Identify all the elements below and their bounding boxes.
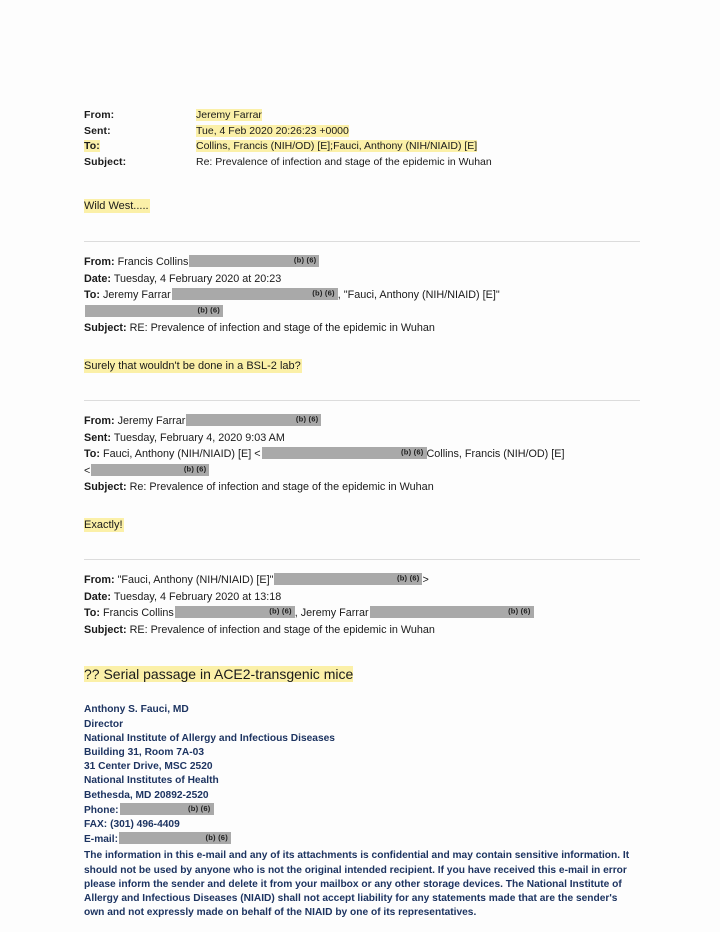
fauci-date-label: Date: bbox=[84, 590, 111, 603]
fauci-subject-label: Subject: bbox=[84, 623, 127, 636]
signature-institute: National Institute of Allergy and Infectious Diseases bbox=[84, 732, 335, 744]
header-label-sent: Sent: bbox=[84, 124, 111, 137]
collins-from-value: Francis Collins bbox=[117, 256, 189, 268]
remark-exactly bbox=[84, 518, 640, 533]
signature-organization: National Institutes of Health bbox=[84, 775, 219, 787]
quoted-message-collins bbox=[84, 254, 640, 337]
signature-block bbox=[84, 703, 640, 847]
redaction-bar bbox=[186, 414, 321, 426]
farrar-to-part2: Collins, Francis (NIH/OD) [E] bbox=[426, 448, 565, 461]
header-label-to-text: To: bbox=[84, 140, 100, 152]
farrar-to-line-wrap bbox=[84, 463, 640, 480]
redaction-code: (b) (6) bbox=[508, 606, 531, 616]
collins-date-value: Tuesday, 4 February 2020 at 20:23 bbox=[113, 272, 282, 285]
header-row-to bbox=[84, 139, 640, 155]
collins-from-line bbox=[84, 254, 640, 271]
farrar-from-value: Jeremy Farrar bbox=[117, 414, 186, 427]
header-value-to-text: Collins, Francis (NIH/OD) [E];Fauci, Anthony (NIH/NIAID) [E] bbox=[196, 140, 478, 152]
header-row-subject bbox=[84, 155, 640, 171]
redaction-code: (b) (6) bbox=[396, 573, 420, 583]
quoted-message-fauci bbox=[84, 572, 640, 638]
farrar-sent-line bbox=[84, 430, 640, 447]
header-label-to bbox=[84, 139, 196, 155]
remark-serial-passage-text: ?? Serial passage in ACE2-transgenic mice bbox=[84, 666, 354, 683]
signature-city-state-zip: Bethesda, MD 20892-2520 bbox=[84, 789, 209, 801]
header-label-subject: Subject: bbox=[84, 155, 127, 168]
signature-fax-line bbox=[84, 818, 640, 832]
signature-building: Building 31, Room 7A-03 bbox=[84, 746, 205, 758]
farrar-from-label: From: bbox=[84, 414, 115, 427]
fauci-to-part1: Francis Collins bbox=[102, 607, 174, 620]
collins-subject-label: Subject: bbox=[84, 322, 127, 335]
fauci-subject-value: RE: Prevalence of infection and stage of the epidemic in Wuhan bbox=[129, 623, 435, 636]
signature-fax-value: (301) 496-4409 bbox=[110, 818, 180, 830]
redaction-bar bbox=[91, 464, 209, 476]
header-row-from bbox=[84, 108, 640, 124]
farrar-sent-label: Sent: bbox=[84, 431, 111, 444]
redaction-bar bbox=[120, 803, 214, 815]
redaction-code: (b) (6) bbox=[197, 305, 220, 315]
fauci-from-suffix: > bbox=[422, 573, 429, 586]
redaction-bar bbox=[85, 305, 223, 317]
email-header-table bbox=[84, 108, 640, 170]
email-body bbox=[84, 108, 640, 931]
header-value-sent bbox=[196, 124, 640, 140]
confidentiality-disclaimer: The information in this e-mail and any of its attachments is confidential and may contain sensitive information. It should not be used by anyone who is not the original intended recipient. If you have received this e-mail in error please inform the sender and delete it from your mailbox or any other storage devices. The National Institute of Allergy and Infectious Diseases (NIAID) shall not accept liability for any statements made that are the sender's own and not expressly made on behalf of the NIAID by one of its representatives. bbox=[84, 850, 630, 919]
quoted-message-farrar bbox=[84, 413, 640, 496]
farrar-subject-label: Subject: bbox=[84, 481, 127, 494]
fauci-from-line bbox=[84, 572, 640, 589]
redaction-bar bbox=[172, 288, 338, 300]
redaction-code: (b) (6) bbox=[269, 606, 292, 616]
divider-rule-1 bbox=[84, 241, 640, 242]
redaction-bar bbox=[274, 573, 422, 585]
header-value-to bbox=[196, 139, 640, 155]
redaction-code: (b) (6) bbox=[205, 833, 228, 843]
redaction-code: (b) (6) bbox=[312, 288, 335, 298]
fauci-date-line bbox=[84, 589, 640, 606]
collins-date-line bbox=[84, 271, 640, 288]
collins-date-label: Date: bbox=[84, 272, 111, 285]
redaction-bar bbox=[370, 606, 534, 618]
remark-bsl2-text: Surely that wouldn't be done in a BSL-2 lab? bbox=[84, 359, 301, 372]
header-value-from-text: Jeremy Farrar bbox=[196, 109, 262, 121]
redaction-bar bbox=[175, 606, 295, 618]
header-value-from bbox=[196, 108, 640, 124]
remark-serial-passage-wrap bbox=[84, 665, 640, 684]
remark-wild-west bbox=[84, 199, 640, 214]
collins-to-line-wrap bbox=[84, 304, 640, 321]
redaction-code: (b) (6) bbox=[293, 255, 317, 265]
signature-name: Anthony S. Fauci, MD bbox=[84, 704, 189, 716]
farrar-to-label: To: bbox=[84, 448, 100, 461]
remark-bsl2 bbox=[84, 359, 640, 374]
header-label-from: From: bbox=[84, 109, 115, 121]
signature-email-line bbox=[84, 832, 640, 847]
farrar-to-part1: Fauci, Anthony (NIH/NIAID) [E] < bbox=[102, 448, 261, 461]
redaction-code: (b) (6) bbox=[188, 803, 211, 813]
farrar-from-line bbox=[84, 413, 640, 430]
signature-phone-label: Phone: bbox=[84, 804, 119, 816]
signature-fax-label: FAX: bbox=[84, 818, 108, 830]
fauci-to-part2: , Jeremy Farrar bbox=[294, 607, 369, 620]
farrar-subject-line bbox=[84, 479, 640, 496]
signature-street: 31 Center Drive, MSC 2520 bbox=[84, 761, 213, 773]
fauci-to-line bbox=[84, 605, 640, 622]
divider-rule-3 bbox=[84, 559, 640, 560]
redaction-code: (b) (6) bbox=[183, 464, 207, 474]
redaction-code: (b) (6) bbox=[295, 414, 319, 424]
fauci-date-value: Tuesday, 4 February 2020 at 13:18 bbox=[113, 590, 282, 603]
header-row-sent bbox=[84, 124, 640, 140]
signature-phone-line bbox=[84, 803, 640, 818]
header-value-subject: Re: Prevalence of infection and stage of the epidemic in Wuhan bbox=[196, 155, 492, 168]
signature-email-label: E-mail: bbox=[84, 834, 118, 846]
remark-wild-west-text: Wild West..... bbox=[84, 200, 149, 212]
fauci-from-value: "Fauci, Anthony (NIH/NIAID) [E]" bbox=[117, 573, 274, 586]
redaction-code: (b) (6) bbox=[401, 447, 424, 457]
fauci-to-label: To: bbox=[84, 607, 100, 620]
collins-subject-line bbox=[84, 320, 640, 337]
collins-subject-value: RE: Prevalence of infection and stage of the epidemic in Wuhan bbox=[129, 322, 435, 335]
collins-to-label: To: bbox=[84, 289, 100, 302]
remark-serial-passage bbox=[84, 665, 640, 684]
collins-to-part2: , "Fauci, Anthony (NIH/NIAID) [E]" bbox=[337, 289, 500, 302]
redaction-bar bbox=[262, 447, 427, 459]
farrar-to-line bbox=[84, 446, 640, 463]
farrar-to-part3: < bbox=[84, 464, 91, 477]
farrar-subject-value: Re: Prevalence of infection and stage of the epidemic in Wuhan bbox=[129, 481, 434, 494]
collins-to-line bbox=[84, 287, 640, 304]
remark-exactly-text: Exactly! bbox=[84, 518, 123, 531]
redaction-bar bbox=[119, 832, 231, 844]
fauci-from-label: From: bbox=[84, 573, 115, 586]
divider-rule-2 bbox=[84, 400, 640, 401]
fauci-subject-line bbox=[84, 622, 640, 639]
farrar-sent-value: Tuesday, February 4, 2020 9:03 AM bbox=[113, 431, 285, 444]
collins-to-part1: Jeremy Farrar bbox=[102, 289, 171, 302]
redaction-bar bbox=[189, 255, 319, 267]
signature-title: Director bbox=[84, 718, 124, 730]
header-value-sent-text: Tue, 4 Feb 2020 20:26:23 +0000 bbox=[196, 124, 349, 137]
collins-from-label: From: bbox=[84, 256, 115, 268]
